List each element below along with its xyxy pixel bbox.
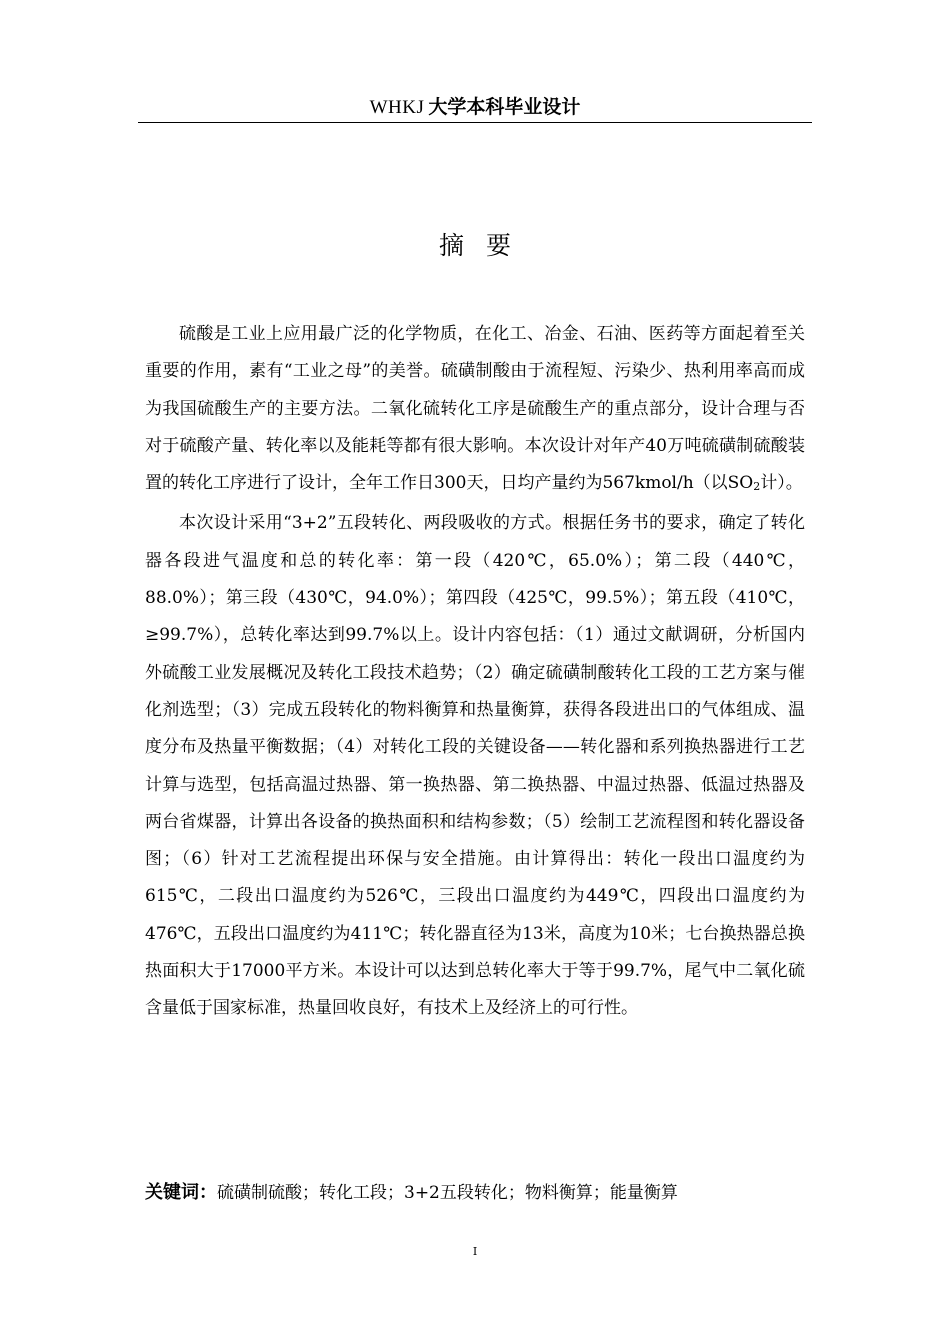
header-title: 大学本科毕业设计	[428, 96, 581, 118]
page-number: I	[472, 1245, 478, 1258]
abstract-paragraph-1	[145, 316, 805, 505]
keywords-line	[145, 1176, 805, 1210]
paragraph-1-text: 硫酸是工业上应用最广泛的化学物质，在化工、冶金、石油、医药等方面起着至关重要的作用，素有“工业之母”的美誉。硫磺制酸由于流程短、污染少、热利用率高而成为我国硫酸生产的主要方法。二氧化硫转化工序是硫酸生产的重点部分，设计合理与否对于硫酸产量、转化率以及能耗等都有很大影响。本次设计对年产40万吨硫磺制硫酸装置的转化工序进行了设计，全年工作日300天，日均产量约为567kmol/h（以SO	[145, 324, 805, 494]
header-latin: WHKJ	[369, 97, 425, 118]
abstract-title: 摘要	[438, 231, 533, 260]
paragraph-1-end: 计）。	[760, 473, 803, 494]
abstract-paragraph-2: 本次设计采用“3+2”五段转化、两段吸收的方式。根据任务书的要求，确定了转化器各段进气温度和总的转化率：第一段（420℃，65.0%）；第二段（440℃，88.0%）；第三段（430℃，94.0%）；第四段（425℃，99.5%）；第五段（410℃，≥99.7%），总转化率达到99.7%以上。设计内容包括：（1）通过文献调研，分析国内外硫酸工业发展概况及转化工段技术趋势；（2）确定硫磺制酸转化工段的工艺方案与催化剂选型；（3）完成五段转化的物料衡算和热量衡算，获得各段进出口的气体组成、温度分布及热量平衡数据；（4）对转化工段的关键设备——转化器和系列换热器进行工艺计算与选型，包括高温过热器、第一换热器、第二换热器、中温过热器、低温过热器及两台省煤器，计算出各设备的换热面积和结构参数；（5）绘制工艺流程图和转化器设备图；（6）针对工艺流程提出环保与安全措施。由计算得出：转化一段出口温度约为615℃，二段出口温度约为526℃，三段出口温度约为449℃，四段出口温度约为476℃，五段出口温度约为411℃；转化器直径为13米，高度为10米；七台换热器总换热面积大于17000平方米。本设计可以达到总转化率大于等于99.7%，尾气中二氧化硫含量低于国家标准，热量回收良好，有技术上及经济上的可行性。	[145, 513, 805, 1019]
keywords-label: 关键词：	[145, 1182, 217, 1203]
so2-subscript: 2	[753, 480, 761, 494]
keywords-text: 硫磺制硫酸；转化工段；3+2五段转化；物料衡算；能量衡算	[217, 1183, 678, 1203]
page-header	[138, 94, 812, 123]
abstract-body	[145, 316, 805, 1028]
